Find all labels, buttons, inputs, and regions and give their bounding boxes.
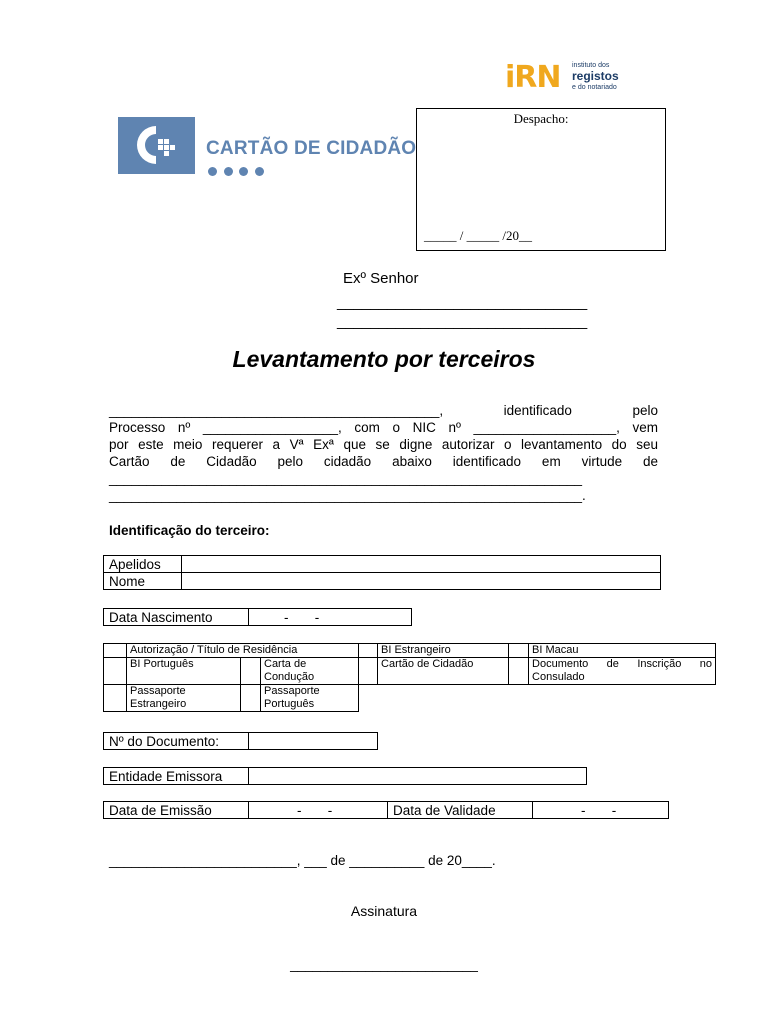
request-word-pelo: pelo: [632, 403, 658, 418]
doc-checkbox-bi-estrangeiro[interactable]: [359, 644, 378, 658]
place-date-line: _________________________, ___ de __________ de 20____.: [109, 853, 496, 868]
birth-date-field[interactable]: - -: [249, 609, 412, 626]
irn-logo-line2: registos: [572, 69, 619, 83]
doc-label-cartao-cidadao: Cartão de Cidadão: [378, 658, 509, 685]
despacho-box: [416, 108, 666, 251]
issuer-table: [103, 767, 587, 785]
doc-label-carta-conducao: Carta de Condução: [261, 658, 359, 685]
cc-symbol-icon: [118, 117, 195, 174]
doc-checkbox-inscricao-consulado[interactable]: [509, 658, 529, 685]
validity-date-label: Data de Validade: [388, 802, 533, 819]
doc-label-autorizacao: Autorização / Título de Residência: [127, 644, 359, 658]
doc-checkbox-cartao-cidadao[interactable]: [359, 658, 378, 685]
request-line-1: [109, 402, 658, 419]
doc-label-bi-portugues: BI Português: [127, 658, 241, 685]
surname-label: Apelidos: [104, 556, 182, 573]
despacho-label: Despacho:: [513, 111, 569, 126]
doc-checkbox-passaporte-estrangeiro[interactable]: [104, 685, 127, 712]
doc-label-passaporte-portugues: Passaporte Português: [261, 685, 359, 712]
doc-checkbox-bi-portugues[interactable]: [104, 658, 127, 685]
doc-checkbox-autorizacao[interactable]: [104, 644, 127, 658]
addressee-line-2: ______________________________: [337, 313, 588, 330]
addressee-line-1: ______________________________: [337, 294, 588, 311]
request-paragraph: [109, 402, 658, 504]
name-label: Nome: [104, 573, 182, 590]
doc-checkbox-bi-macau[interactable]: [509, 644, 529, 658]
validity-date-field[interactable]: - -: [533, 802, 669, 819]
birth-date-label: Data Nascimento: [104, 609, 249, 626]
doc-checkbox-passaporte-portugues[interactable]: [241, 685, 261, 712]
salutation: Exº Senhor: [343, 270, 419, 287]
request-name-blank: ____________________________________________,: [109, 403, 444, 418]
irn-logo-line3: e do notariado: [572, 84, 617, 91]
issuer-label: Entidade Emissora: [104, 768, 249, 785]
document-number-label: Nº do Documento:: [104, 733, 249, 750]
request-line-2: Processo nº __________________, com o NIC nº ___________________, vem: [109, 420, 658, 435]
document-number-field[interactable]: [249, 733, 378, 750]
name-table: [103, 555, 661, 590]
despacho-date-line: _____ / _____ /20__: [424, 228, 532, 243]
irn-logo: [505, 60, 645, 96]
irn-logo-line1: instituto dos: [572, 62, 610, 69]
page-title: Levantamento por terceiros: [232, 346, 536, 372]
irn-logo-mark: iRN: [505, 60, 561, 95]
doc-label-bi-estrangeiro: BI Estrangeiro: [378, 644, 509, 658]
dates-table: [103, 801, 669, 819]
request-word-identificado: identificado: [503, 403, 572, 418]
doc-label-inscricao-consulado: Documento de Inscrição no Consulado: [529, 658, 716, 685]
cartao-cidadao-logo-dots: [208, 163, 270, 181]
signature-line: _________________________: [290, 957, 478, 972]
request-line-6: _______________________________________________________________.: [109, 488, 586, 503]
document-type-table: [103, 643, 716, 712]
issue-date-field[interactable]: - -: [249, 802, 388, 819]
doc-label-bi-macau: BI Macau: [529, 644, 716, 658]
signature-label: Assinatura: [350, 903, 418, 919]
doc-checkbox-carta-conducao[interactable]: [241, 658, 261, 685]
surname-field[interactable]: [182, 556, 661, 573]
request-line-4: Cartão de Cidadão pelo cidadão abaixo identificado em virtude de: [109, 454, 658, 469]
document-number-table: [103, 732, 378, 750]
irn-logo-text: [572, 61, 619, 92]
doc-label-passaporte-estrangeiro: Passaporte Estrangeiro: [127, 685, 241, 712]
birth-date-table: [103, 608, 412, 626]
cartao-cidadao-logo-mark: [118, 117, 195, 174]
name-field[interactable]: [182, 573, 661, 590]
cartao-cidadao-logo: [118, 117, 417, 177]
request-line-5: _______________________________________________________________: [109, 471, 583, 486]
issuer-field[interactable]: [249, 768, 587, 785]
issue-date-label: Data de Emissão: [104, 802, 249, 819]
request-line-3: por este meio requerer a Vª Exª que se digne autorizar o levantamento do seu: [109, 437, 658, 452]
doc-empty-area: [359, 685, 716, 712]
cartao-cidadao-logo-text: CARTÃO DE CIDADÃO: [206, 138, 417, 159]
third-party-heading: Identificação do terceiro:: [109, 523, 270, 538]
